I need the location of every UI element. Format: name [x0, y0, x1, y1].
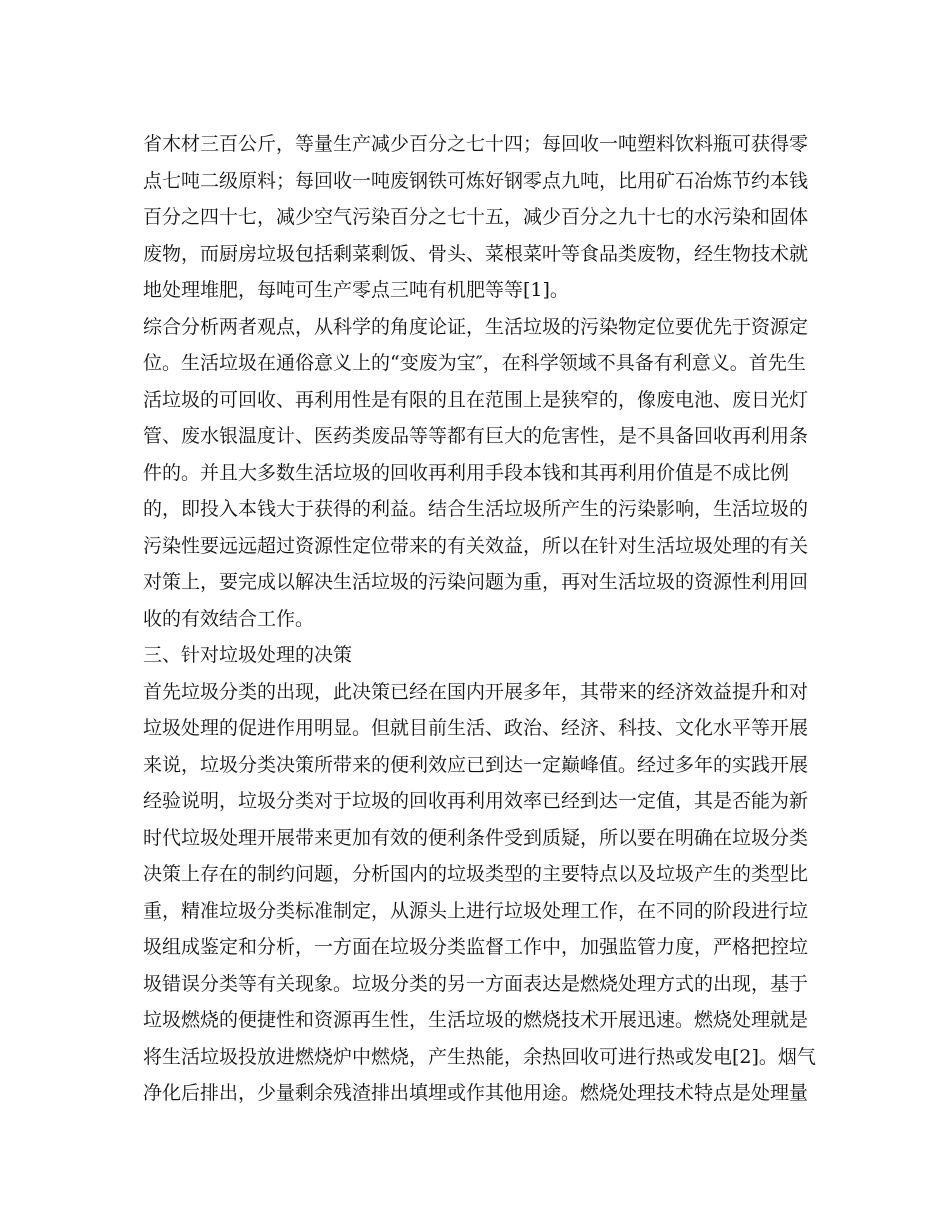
text-line: 管、废水银温度计、医药类废品等等都有巨大的危害性，是不具备回收再利用条 [143, 425, 809, 447]
text-line: 净化后排出，少量剩余残渣排出填埋或作其他用途。燃烧处理技术特点是处理量 [143, 1082, 809, 1104]
text-line: 时代垃圾处理开展带来更加有效的便利条件受到质疑，所以要在明确在垃圾分类 [143, 826, 809, 849]
text-line: 决策上存在的制约问题，分析国内的垃圾类型的主要特点以及垃圾产生的类型比 [143, 863, 809, 885]
text-line: 污染性要远远超过资源性定位带来的有关效益，所以在针对生活垃圾处理的有关 [143, 534, 809, 557]
text-line: 垃圾燃烧的便捷性和资源再生性，生活垃圾的燃烧技术开展迅速。燃烧处理就是 [143, 1009, 809, 1031]
text-line: 圾组成鉴定和分析，一方面在垃圾分类监督工作中，加强监管力度，严格把控垃 [143, 936, 809, 958]
text-line: 收的有效结合工作。 [143, 607, 315, 630]
text-line: 首先垃圾分类的出现，此决策已经在国内开展多年，其带来的经济效益提升和对 [143, 680, 809, 703]
text-line: 件的。并且大多数生活垃圾的回收再利用手段本钱和其再利用价值是不成比例 [143, 461, 790, 484]
text-line: 将生活垃圾投放进燃烧炉中燃烧，产生热能，余热回收可进行热或发电[2]。烟气 [143, 1045, 816, 1068]
text-line: 百分之四十七，减少空气污染百分之七十五，减少百分之九十七的水污染和固体 [143, 206, 809, 228]
text-line: 地处理堆肥，每吨可生产零点三吨有机肥等等[1]。 [143, 279, 569, 301]
text-line: 省木材三百公斤，等量生产减少百分之七十四；每回收一吨塑料饮料瓶可获得零 [143, 133, 809, 155]
body-text [143, 126, 823, 1112]
text-line: 活垃圾的可回收、再利用性是有限的且在范围上是狭窄的，像废电池、废日光灯 [143, 388, 809, 411]
text-line: 来说，垃圾分类决策所带来的便利效应已到达一定巅峰值。经过多年的实践开展 [143, 753, 809, 776]
text-line: 综合分析两者观点，从科学的角度论证，生活垃圾的污染物定位要优先于资源定 [143, 315, 809, 338]
text-line: 垃圾处理的促进作用明显。但就目前生活、政治、经济、科技、文化水平等开展 [143, 717, 809, 739]
text-line: 圾错误分类等有关现象。垃圾分类的另一方面表达是燃烧处理方式的出现，基于 [143, 972, 809, 995]
text-line: 点七吨二级原料；每回收一吨废钢铁可炼好钢零点九吨，比用矿石冶炼节约本钱 [143, 169, 809, 192]
text-line: 的，即投入本钱大于获得的利益。结合生活垃圾所产生的污染影响，生活垃圾的 [143, 498, 809, 520]
section-heading: 三、针对垃圾处理的决策 [143, 644, 353, 666]
text-line: 位。生活垃圾在通俗意义上的“变废为宝″，在科学领域不具备有利意义。首先生 [143, 352, 806, 374]
text-line: 重，精准垃圾分类标准制定，从源头上进行垃圾处理工作，在不同的阶段进行垃 [143, 899, 809, 922]
text-line: 废物，而厨房垃圾包括剩菜剩饭、骨头、菜根菜叶等食品类废物，经生物技术就 [143, 242, 809, 265]
text-line: 对策上，要完成以解决生活垃圾的污染问题为重，再对生活垃圾的资源性利用回 [143, 571, 809, 593]
text-line: 经验说明，垃圾分类对于垃圾的回收再利用效率已经到达一定值，其是否能为新 [143, 790, 809, 812]
